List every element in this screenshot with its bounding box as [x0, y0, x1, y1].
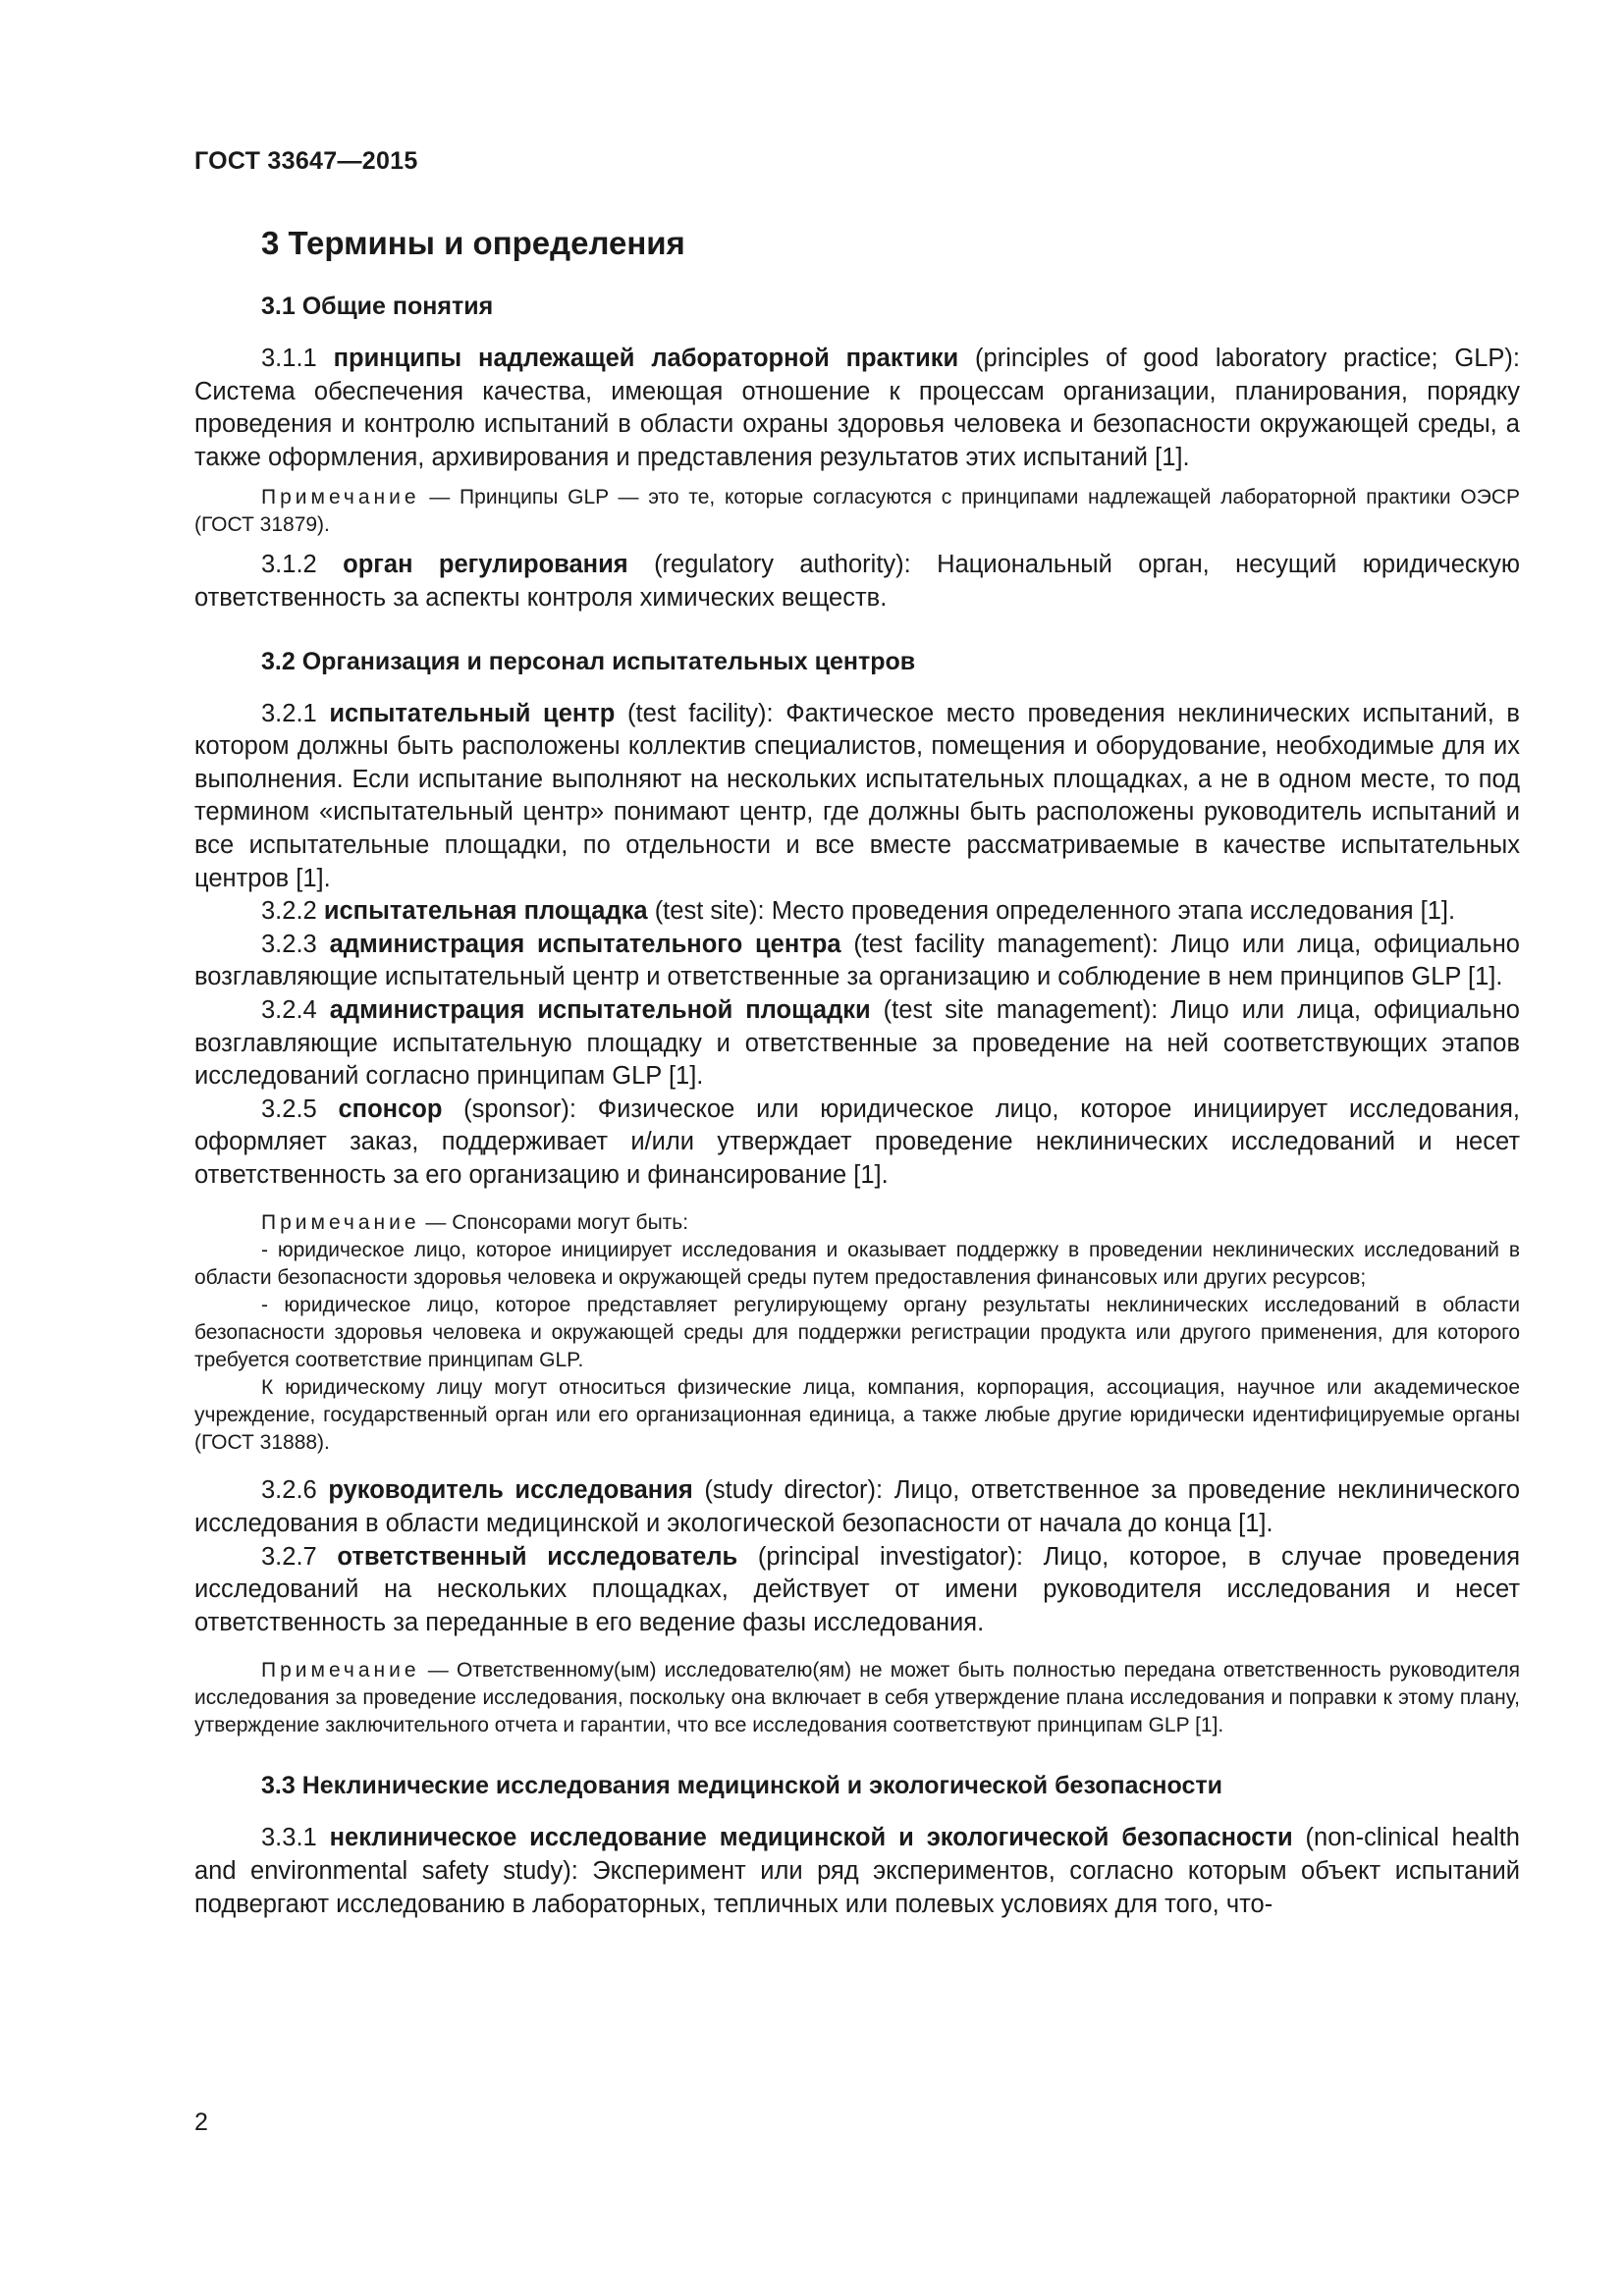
- document-header: ГОСТ 33647—2015: [194, 147, 418, 175]
- note-text: — Ответственному(ым) исследователю(ям) не может быть полностью передана ответственность руководителя исследования за проведение исследования, поскольку она включает в себя утверждение плана исследования и поправки к этому плану, утверждение заключительного отчета и гарантии, что все исследования соответствуют принципам GLP [1].: [194, 1659, 1520, 1737]
- term-3-2-3: [194, 929, 1520, 994]
- term-definition: (principal investigator): Лицо, которое, в случае проведения исследований на нескольких площадках, действует от имени руководителя исследования и несет ответственность за переданные в его ведение фазы исследования.: [194, 1542, 1520, 1636]
- term-definition: (study director): Лицо, ответственное за проведение неклинического исследования в области медицинской и экологической безопасности от начала до конца [1].: [194, 1476, 1521, 1538]
- subsection-title-3-1: 3.1 Общие понятия: [261, 293, 494, 320]
- term-3-2-1: [194, 698, 1520, 896]
- term-number: 3.2.4: [261, 995, 330, 1024]
- term-definition: (test facility): Фактическое место проведения неклинических испытаний, в котором должны быть расположены коллектив специалистов, помещения и оборудование, необходимые для их выполнения. Если испытание выполняют на нескольких испытательных площадках, а не в одном месте, то под термином «испытательный центр» понимают центр, где должны быть расположены руководитель испытаний и все испытательные площадки, по отдельности и все вместе рассматриваемые в качестве испытательных центров [1].: [194, 699, 1520, 892]
- term-name: испытательная площадка: [323, 897, 648, 926]
- term-3-1-1: [194, 343, 1520, 474]
- document-content: [194, 221, 1520, 1921]
- term-number: 3.1.1: [261, 345, 334, 372]
- term-name: руководитель исследования: [328, 1476, 693, 1505]
- term-definition: (test site management): Лицо или лица, официально возглавляющие испытательную площадку и ответственные за проведение на ней соответствующих этапов исследований согласно принципам GLP [1].: [194, 995, 1520, 1091]
- term-name: спонсор: [338, 1095, 443, 1123]
- term-name: администрация испытательной площадки: [329, 995, 871, 1024]
- term-definition: (regulatory authority): Национальный орган, несущий юридическую ответственность за аспекты контроля химических веществ.: [194, 551, 1520, 612]
- term-name: ответственный исследователь: [337, 1542, 738, 1571]
- term-3-2-5: [194, 1094, 1520, 1193]
- subsection-title-3-3: 3.3 Неклинические исследования медицинской и экологической безопасности: [261, 1772, 1222, 1800]
- term-definition: (non-clinical health and environmental safety study): Эксперимент или ряд экспериментов, согласно которым объект испытаний подвергают исследованию в лабораторных, тепличных или полевых условиях для того, что-: [194, 1824, 1520, 1918]
- term-name: неклиническое исследование медицинской и экологической безопасности: [329, 1824, 1293, 1852]
- note-text: — Спонсорами могут быть:: [419, 1211, 689, 1235]
- note-3-1-1: [194, 484, 1520, 539]
- term-3-3-1: [194, 1822, 1520, 1921]
- term-3-1-2: [194, 549, 1520, 614]
- term-definition: (test facility management): Лицо или лица, официально возглавляющие испытательный центр и ответственные за организацию и соблюдение в нем принципов GLP [1].: [194, 930, 1520, 991]
- term-definition: (principles of good laboratory practice; GLP): Система обеспечения качества, имеющая отношение к процессам организации, планирования, порядку проведения и контролю испытаний в области охраны здоровья человека и безопасности окружающей среды, а также оформления, архивирования и представления результатов этих испытаний [1].: [194, 345, 1520, 471]
- section-title: 3 Термины и определения: [261, 225, 685, 261]
- term-3-2-6: [194, 1474, 1520, 1540]
- term-number: 3.2.7: [261, 1542, 338, 1571]
- note-label: Примечание: [261, 1659, 420, 1682]
- term-number: 3.2.1: [261, 699, 330, 727]
- term-3-2-2: [194, 895, 1520, 929]
- term-name: орган регулирования: [343, 551, 628, 579]
- term-number: 3.3.1: [261, 1824, 330, 1852]
- term-number: 3.2.3: [261, 930, 330, 958]
- term-name: администрация испытательного центра: [329, 930, 841, 958]
- note-sponsor-intro: [194, 1209, 1520, 1237]
- page-number: 2: [194, 2109, 208, 2136]
- note-sponsor-item-2: - юридическое лицо, которое представляет регулирующему органу результаты неклинических исследований в области безопасности здоровья человека и окружающей среды для поддержки регистрации продукта или другого применения, для которого требуется соответствие принципам GLP.: [194, 1294, 1520, 1372]
- subsection-title-3-2: 3.2 Организация и персонал испытательных центров: [261, 647, 916, 675]
- note-label: Примечание: [261, 1211, 420, 1235]
- term-number: 3.2.6: [261, 1476, 329, 1505]
- note-sponsor-item-3: К юридическому лицу могут относиться физические лица, компания, корпорация, ассоциация, научное или академическое учреждение, государственный орган или его организационная единица, а также любые другие юридически идентифицируемые органы (ГОСТ 31888).: [194, 1376, 1520, 1455]
- note-label: Примечание: [261, 486, 420, 509]
- term-3-2-4: [194, 994, 1520, 1094]
- term-number: 3.2.5: [261, 1095, 339, 1123]
- term-number: 3.2.2: [261, 897, 324, 926]
- term-3-2-7: [194, 1541, 1520, 1640]
- note-sponsor-item-1: - юридическое лицо, которое инициирует исследования и оказывает поддержку в проведении неклинических исследований в области безопасности здоровья человека и окружающей среды путем предоставления финансовых или других ресурсов;: [194, 1239, 1520, 1290]
- term-name: испытательный центр: [329, 699, 616, 727]
- note-text: — Принципы GLP — это те, которые согласуются с принципами надлежащей лабораторной практики ОЭСР (ГОСТ 31879).: [194, 486, 1520, 537]
- term-definition: (sponsor): Физическое или юридическое лицо, которое инициирует исследования, оформляет заказ, поддерживает и/или утверждает проведение неклинических исследований и несет ответственность за его организацию и финансирование [1].: [194, 1095, 1520, 1189]
- term-definition: (test site): Место проведения определенного этапа исследования [1].: [647, 897, 1456, 926]
- term-name: принципы надлежащей лабораторной практики: [333, 345, 959, 372]
- term-number: 3.1.2: [261, 551, 344, 579]
- note-3-2-7: [194, 1657, 1520, 1739]
